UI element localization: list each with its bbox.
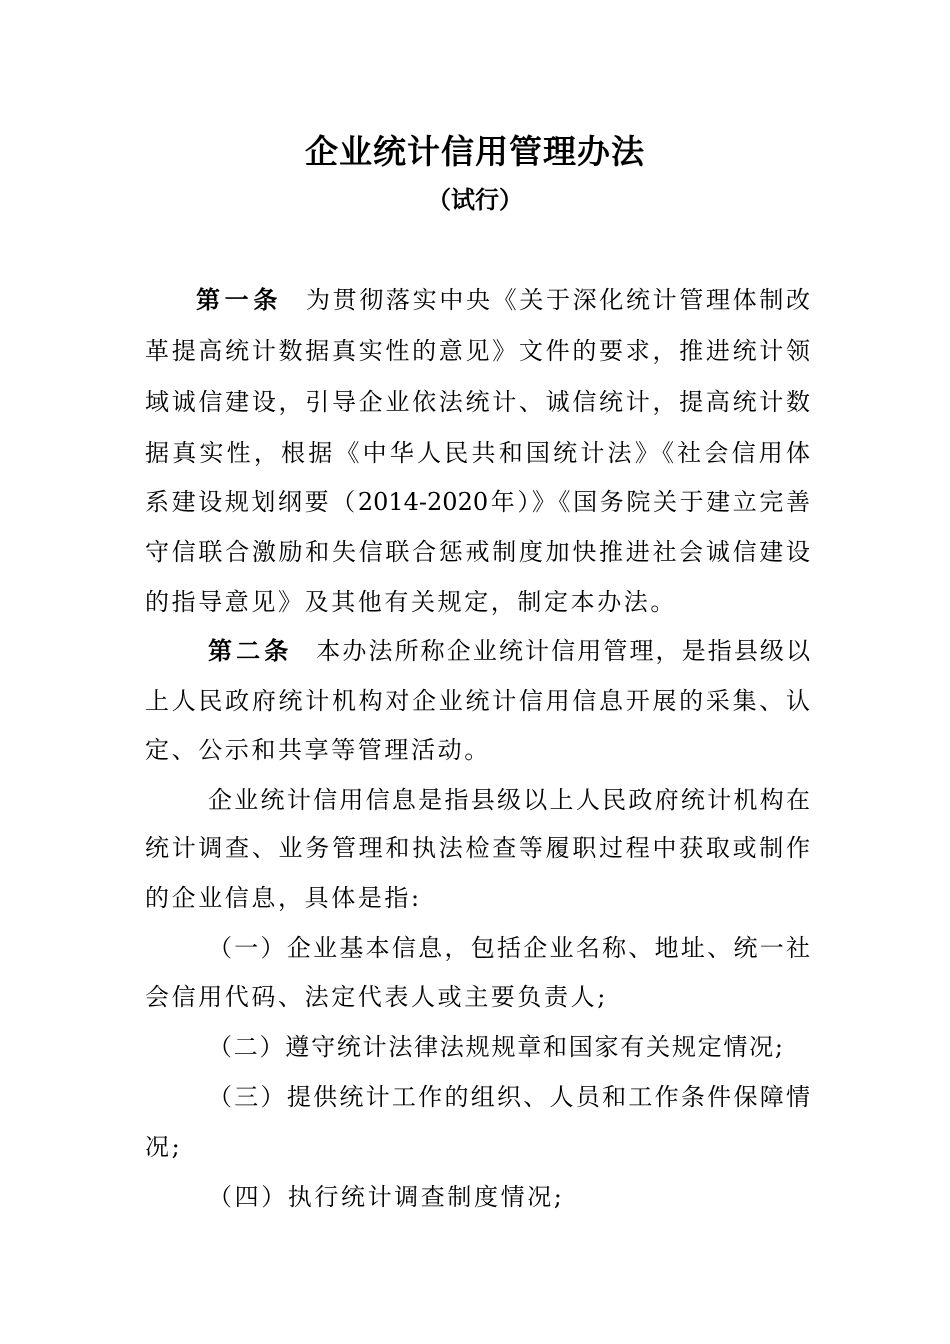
article1-line-4: 据真实性，根据《中华人民共和国统计法》《社会信用体: [145, 439, 810, 467]
item4-line-1: （四）执行统计调查制度情况;: [208, 1183, 565, 1211]
article2-line-1-text: 本办法所称企业统计信用管理，是指县级以: [316, 637, 811, 665]
article1-line-2: 革提高统计数据真实性的意见》文件的要求，推进统计领: [145, 337, 810, 365]
document-subtitle: （试行）: [427, 186, 523, 214]
article2-line-1: [208, 626, 810, 676]
article2-line-3: 定、公示和共享等管理活动。: [145, 736, 491, 764]
item1-line-2: 会信用代码、法定代表人或主要负责人;: [145, 983, 608, 1011]
article2-heading: 第二条: [208, 637, 293, 665]
item2-line-1: （二）遵守统计法律法规规章和国家有关规定情况;: [208, 1033, 783, 1061]
article1-heading: 第一条: [196, 286, 282, 314]
article1-line-6: 守信联合激励和失信联合惩戒制度加快推进社会诚信建设: [145, 538, 810, 566]
article1-line-1-text: 为贯彻落实中央《关于深化统计管理体制改: [306, 286, 810, 314]
paragraph3-line-2: 统计调查、业务管理和执法检查等履职过程中获取或制作: [145, 834, 810, 862]
paragraph3-line-3: 的企业信息，具体是指:: [145, 884, 422, 912]
article1-line-1: [196, 275, 810, 325]
item1-line-1: （一）企业基本信息，包括企业名称、地址、统一社: [208, 934, 810, 962]
article2-line-2: 上人民政府统计机构对企业统计信用信息开展的采集、认: [145, 687, 810, 715]
paragraph3-line-1: 企业统计信用信息是指县级以上人民政府统计机构在: [208, 786, 810, 814]
item3-line-1: （三）提供统计工作的组织、人员和工作条件保障情: [208, 1083, 810, 1111]
article1-line-7: 的指导意见》及其他有关规定，制定本办法。: [145, 588, 677, 616]
article1-line-5: 系建设规划纲要（2014-2020年）》《国务院关于建立完善: [145, 488, 810, 516]
item3-line-2: 况;: [145, 1133, 183, 1161]
article1-line-3: 域诚信建设，引导企业依法统计、诚信统计，提高统计数: [145, 388, 810, 416]
document-title: 企业统计信用管理办法: [305, 132, 645, 171]
